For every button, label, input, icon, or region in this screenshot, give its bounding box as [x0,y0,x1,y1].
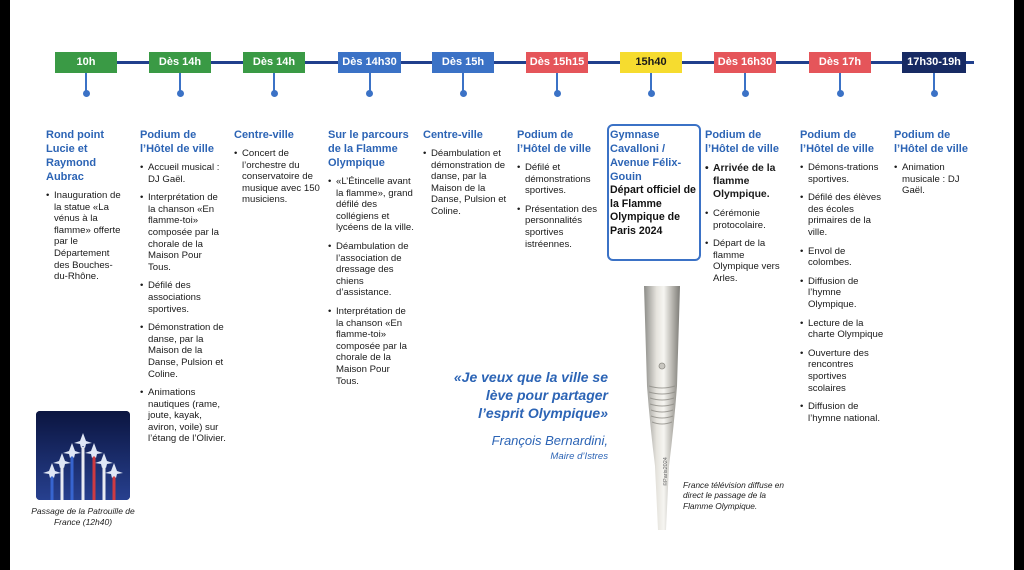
timeline-connector [85,73,87,91]
event-item: • Accueil musical : DJ Gaël. [140,162,226,185]
event-list [46,190,124,283]
event-location: Podium de l’Hôtel de ville [705,129,779,155]
timeline-dot [648,90,655,97]
event-location: Podium de l’Hôtel de ville [517,129,591,155]
event-item: • Présentation des personnalités sportives istréennes. [517,204,603,250]
timeline-connector [839,73,841,91]
timeline-dot [271,90,278,97]
event-column [800,128,886,431]
departure-highlight-frame [607,124,701,261]
event-column [423,128,509,225]
event-list [328,176,414,387]
time-badge: 15h40 [620,52,682,73]
timeline-connector [273,73,275,91]
time-badge: Dès 14h [243,52,305,73]
event-item: • Arrivée de la flamme Olympique. [705,162,791,201]
event-location: Podium de l’Hôtel de ville [894,129,968,155]
event-column [705,128,791,292]
time-badge: 17h30-19h [902,52,966,73]
patrouille-caption: Passage de la Patrouille de France (12h40) [31,506,135,527]
event-list [140,162,226,445]
olympic-torch-image [638,286,686,530]
event-item: • Lecture de la charte Olympique [800,318,886,341]
timeline-dot [83,90,90,97]
event-column [328,128,414,394]
departure-text: Départ officiel de la Flamme Olympique de Paris 2024 [610,184,696,237]
event-list [894,162,984,197]
event-column [234,128,320,213]
event-item: • Interprétation de la chanson «En flamme-toi» composée par la chorale de la Maison Pour Tous. [328,306,414,387]
patrouille-de-france-photo [36,411,130,500]
event-item: • Envol de colombes. [800,246,886,269]
time-badge: Dès 14h30 [338,52,401,73]
event-item: • Cérémonie protocolaire. [705,208,791,231]
timeline-dot [460,90,467,97]
event-item: • Animations nautiques (rame, joute, kayak, aviron, voile) sur l’étang de l’Olivier. [140,387,226,445]
timeline-dot [366,90,373,97]
event-list [234,148,320,206]
event-location: Podium de l’Hôtel de ville [140,129,214,155]
event-item: • Inauguration de la statue «La vénus à la flamme» offerte par le Département des Bouches-du-Rhône. [46,190,124,283]
quote-author: François Bernardini, [491,433,608,448]
torch-credit: ©Paris2024 [663,457,669,486]
timeline-dot [931,90,938,97]
event-location: Sur le parcours de la Flamme Olympique [328,129,409,169]
event-item: • Défilé des élèves des écoles primaires de la ville. [800,192,886,238]
time-badge: Dès 15h15 [526,52,588,73]
event-location: Rond point Lucie et Raymond Aubrac [46,129,105,183]
time-badge: 10h [55,52,117,73]
mayor-quote: «Je veux que la ville se lève pour partager l’esprit Olympique» [453,369,608,421]
event-item: • Diffusion de l’hymne national. [800,401,886,424]
event-item: • Défilé des associations sportives. [140,280,226,315]
time-badge: Dès 14h [149,52,211,73]
event-column [140,128,226,452]
timeline-connector [933,73,935,91]
event-item: • Démons-trations sportives. [800,162,886,185]
event-item: • Déambulation et démonstration de danse, par la Maison de la Danse, Pulsion et Coline. [423,148,509,218]
event-list [800,162,886,424]
timeline-connector [650,73,652,91]
timeline-connector [369,73,371,91]
timeline-connector [556,73,558,91]
event-list [423,148,509,218]
event-item: • Animation musicale : DJ Gaël. [894,162,984,197]
timeline-dot [742,90,749,97]
event-item: • Déambulation de l’association de dressage des chiens d’assistance. [328,241,414,299]
time-badge: Dès 16h30 [714,52,776,73]
event-location: Podium de l’Hôtel de ville [800,129,874,155]
event-column [46,128,124,290]
quote-author-role: Maire d’Istres [550,451,608,462]
schedule-page [10,0,1014,570]
event-list [517,162,603,250]
timeline-connector [179,73,181,91]
event-column [894,128,984,204]
timeline-dot [554,90,561,97]
tv-broadcast-note: France télévision diffuse en direct le passage de la Flamme Olympique. [683,480,785,511]
event-item: • Défilé et démonstrations sportives. [517,162,603,197]
event-item: • Diffusion de l’hymne Olympique. [800,276,886,311]
event-item: • Concert de l’orchestre du conservatoire de musique avec 150 musiciens. [234,148,320,206]
event-list [705,162,791,285]
time-badge: Dès 17h [809,52,871,73]
time-badge: Dès 15h [432,52,494,73]
event-item: • Interprétation de la chanson «En flamme-toi» composée par la chorale de la Maison Pour Tous. [140,192,226,273]
event-location: Centre-ville [234,129,294,141]
event-column [517,128,603,257]
event-item: • «L’Étincelle avant la flamme», grand défilé des collégiens et lycéens de la ville. [328,176,414,234]
timeline-dot [177,90,184,97]
event-location: Gymnase Cavalloni / Avenue Félix-Gouin [610,129,682,183]
event-item: • Ouverture des rencontres sportives scolaires [800,348,886,394]
event-item: • Démonstration de danse, par la Maison de la Danse, Pulsion et Coline. [140,322,226,380]
timeline-dot [837,90,844,97]
event-location: Centre-ville [423,129,483,141]
timeline-connector [744,73,746,91]
timeline-connector [462,73,464,91]
event-item: • Départ de la flamme Olympique vers Arles. [705,238,791,284]
